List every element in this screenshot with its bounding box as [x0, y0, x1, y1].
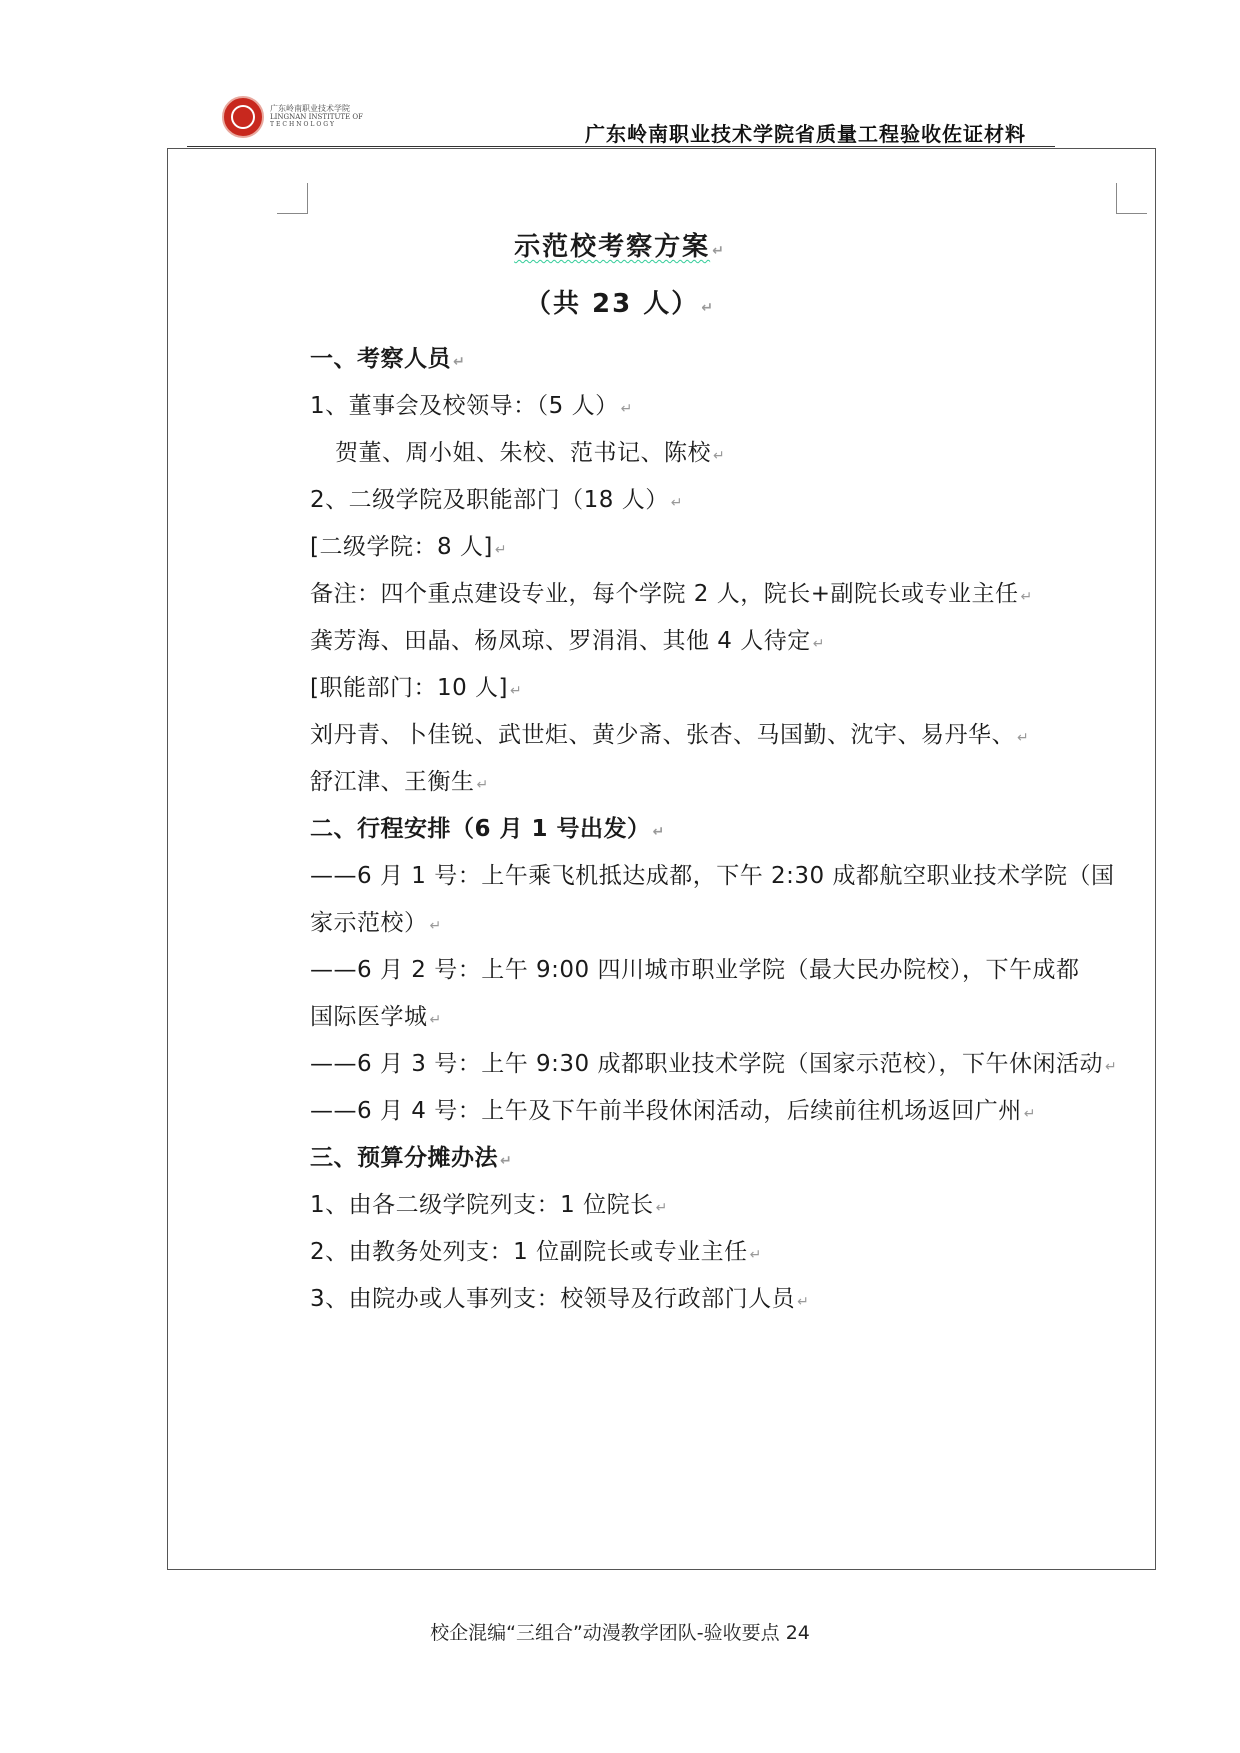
dept-names-line-1: 刘丹青、卜佳锐、武世炬、黄少斋、张杏、马国勤、沈宇、易丹华、 ↵ — [310, 722, 1030, 748]
budget-item-1: 1、由各二级学院列支：1 位院长 ↵ — [310, 1192, 668, 1218]
section-heading-budget: 三、预算分摊办法 ↵ — [310, 1145, 513, 1171]
personnel-item-1: 1、董事会及校领导：（5 人） ↵ — [310, 393, 633, 419]
logo-name-en2: TECHNOLOGY — [270, 120, 336, 128]
section-heading-itinerary: 二、行程安排（6 月 1 号出发） ↵ — [310, 816, 665, 842]
document-title: 示范校考察方案 ↵ — [514, 232, 726, 262]
document-subtitle: （共 23 人） ↵ — [524, 289, 716, 319]
dept-group-heading: [职能部门：10 人] ↵ — [310, 675, 523, 701]
college-names: 龚芳海、田晶、杨凤琼、罗涓涓、其他 4 人待定 ↵ — [310, 628, 825, 654]
personnel-item-2: 2、二级学院及职能部门（18 人） ↵ — [310, 487, 683, 513]
crop-mark-top-right — [1116, 183, 1147, 214]
college-group-heading: [二级学院：8 人] ↵ — [310, 534, 508, 560]
college-note: 备注：四个重点建设专业，每个学院 2 人，院长+副院长或专业主任 ↵ — [310, 581, 1033, 607]
logo-name-cn: 广东岭南职业技术学院 — [270, 104, 350, 114]
crop-mark-top-left — [277, 183, 308, 214]
college-seal-icon — [222, 96, 264, 138]
itinerary-day-2-line-1: ——6 月 2 号：上午 9:00 四川城市职业学院（最大民办院校），下午成都 — [310, 957, 1080, 983]
header-divider — [187, 146, 1055, 147]
budget-item-3: 3、由院办或人事列支：校领导及行政部门人员 ↵ — [310, 1286, 810, 1312]
itinerary-day-3: ——6 月 3 号：上午 9:30 成都职业技术学院（国家示范校），下午休闲活动 ↵ — [310, 1051, 1118, 1077]
section-heading-personnel: 一、考察人员 ↵ — [310, 346, 466, 372]
dept-names-line-2: 舒江津、王衡生 ↵ — [310, 769, 489, 795]
budget-item-2: 2、由教务处列支：1 位副院长或专业主任 ↵ — [310, 1239, 762, 1265]
itinerary-day-1-line-2: 家示范校） ↵ — [310, 910, 442, 936]
leader-names: 贺董、周小姐、朱校、范书记、陈校 ↵ — [335, 440, 726, 466]
itinerary-day-1-line-1: ——6 月 1 号：上午乘飞机抵达成都，下午 2:30 成都航空职业技术学院（国 — [310, 863, 1115, 889]
logo-name-en: LINGNAN INSTITUTE OF — [270, 113, 363, 122]
logo — [222, 96, 363, 138]
page-footer: 校企混编“三组合”动漫教学团队-验收要点 24 — [430, 1622, 810, 1644]
header-title: 广东岭南职业技术学院省质量工程验收佐证材料 — [585, 122, 1026, 146]
itinerary-day-2-line-2: 国际医学城 ↵ — [310, 1004, 442, 1030]
itinerary-day-4: ——6 月 4 号：上午及下午前半段休闲活动，后续前往机场返回广州 ↵ — [310, 1098, 1036, 1124]
